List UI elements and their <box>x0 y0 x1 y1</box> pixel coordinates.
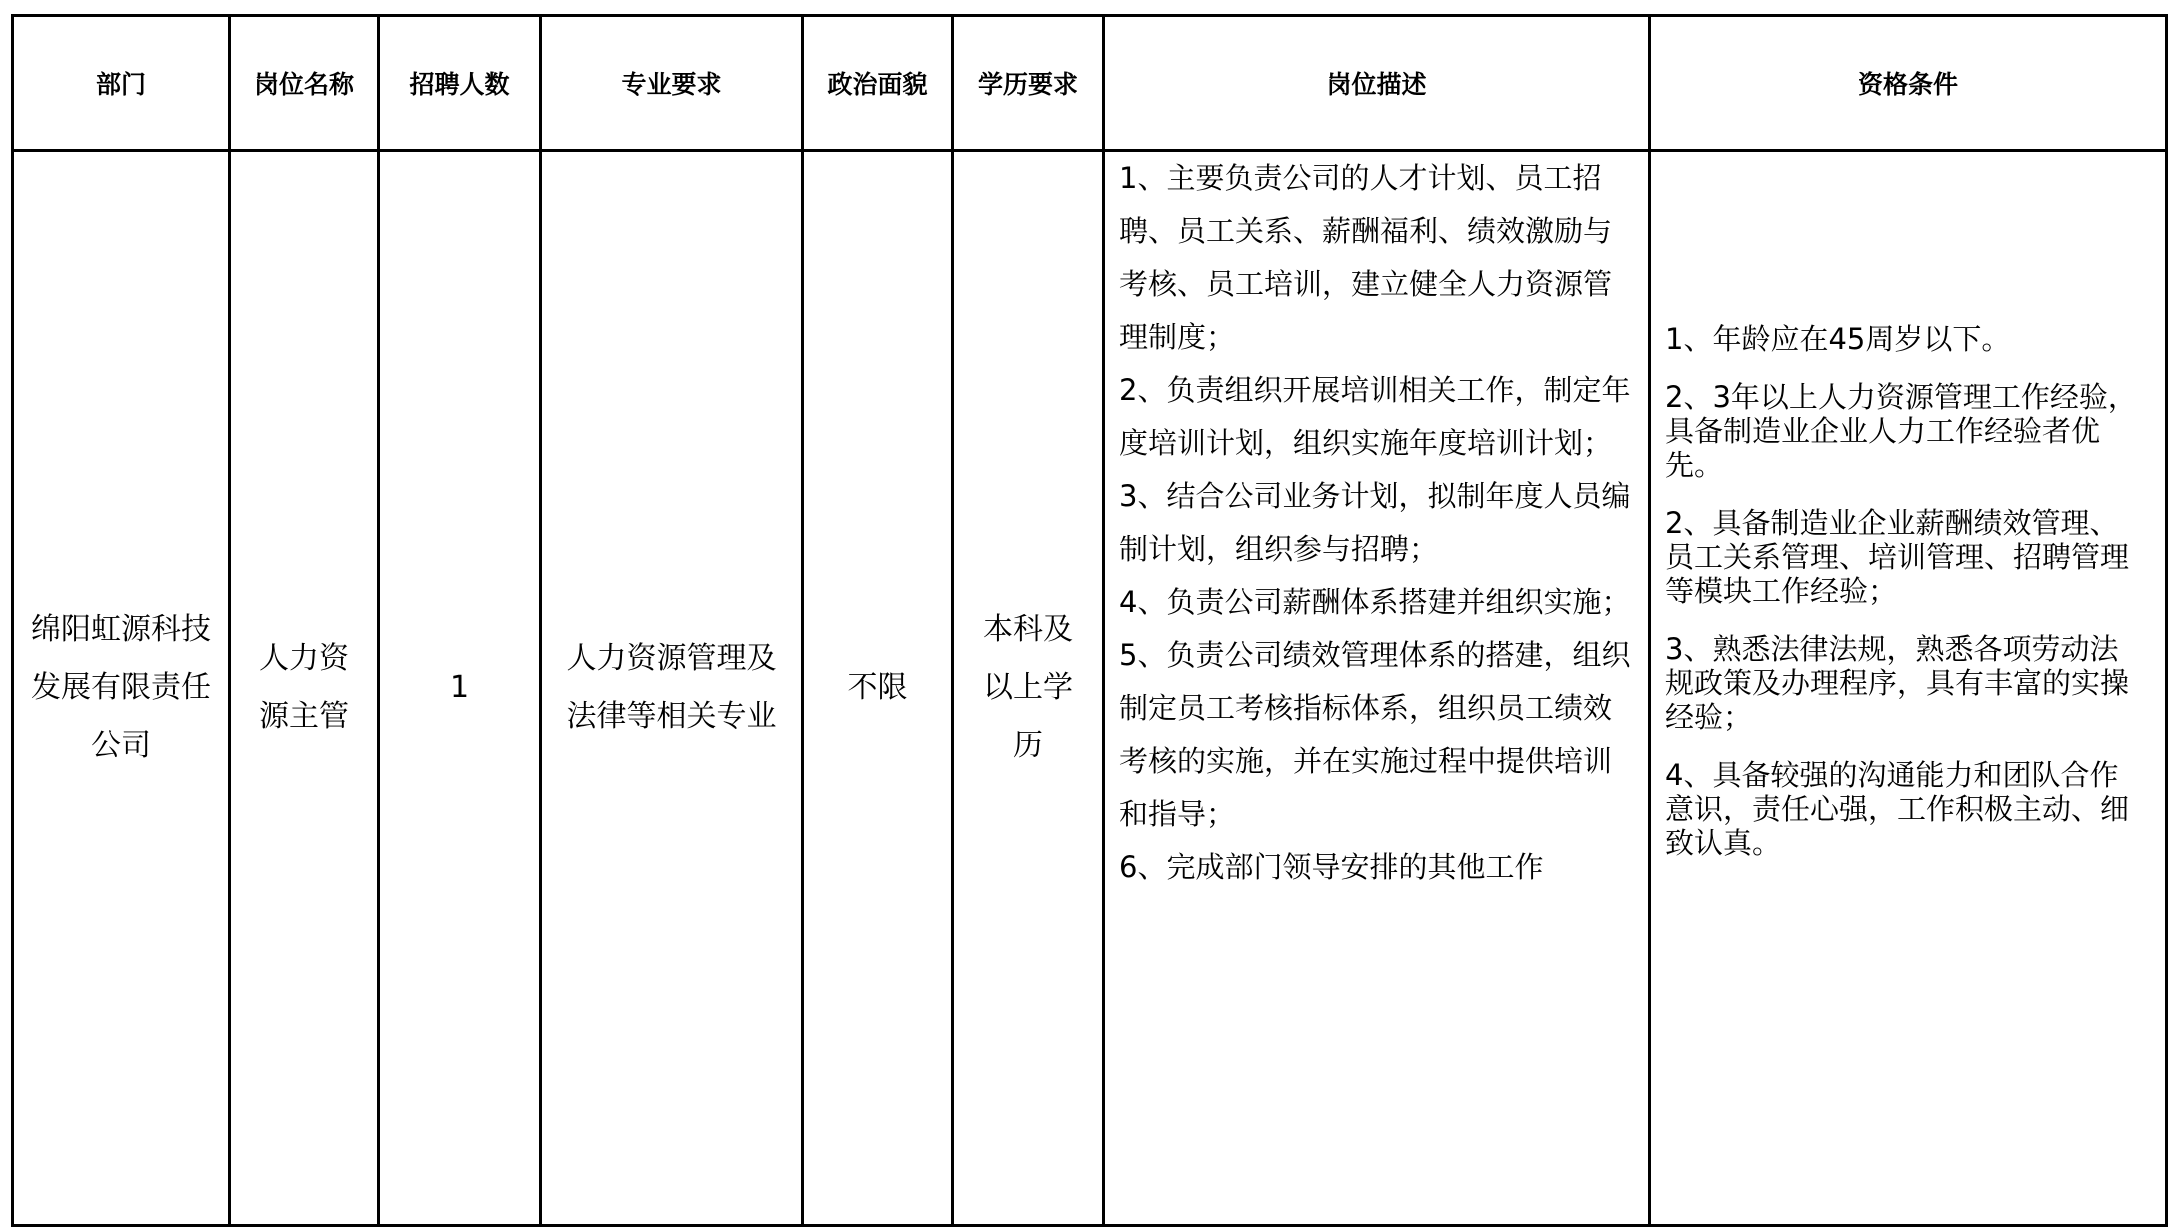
cell-position: 人力资源主管 <box>230 151 379 1226</box>
description-item: 5、负责公司绩效管理体系的搭建，组织制定员工考核指标体系，组织员工绩效考核的实施，并在实施过程中提供培训和指导； <box>1119 638 1631 831</box>
header-qualifications: 资格条件 <box>1650 16 2167 151</box>
header-count: 招聘人数 <box>379 16 541 151</box>
cell-education: 本科及以上学历 <box>953 151 1104 1226</box>
cell-political: 不限 <box>803 151 953 1226</box>
table-row <box>13 151 2167 1226</box>
header-education: 学历要求 <box>953 16 1104 151</box>
qualification-item: 1、年龄应在45周岁以下。 <box>1665 322 2011 356</box>
qualification-item: 2、3年以上人力资源管理工作经验，具备制造业企业人力工作经验者优先。 <box>1665 380 2137 482</box>
qualification-item: 4、具备较强的沟通能力和团队合作意识，责任心强，工作积极主动、细致认真。 <box>1665 758 2130 860</box>
cell-qualifications <box>1650 151 2167 1226</box>
qualification-item: 2、具备制造业企业薪酬绩效管理、员工关系管理、培训管理、招聘管理等模块工作经验； <box>1665 506 2130 608</box>
description-item: 4、负责公司薪酬体系搭建并组织实施； <box>1119 585 1631 619</box>
header-description: 岗位描述 <box>1104 16 1650 151</box>
description-item: 2、负责组织开展培训相关工作，制定年度培训计划，组织实施年度培训计划； <box>1119 373 1631 460</box>
cell-major: 人力资源管理及法律等相关专业 <box>541 151 803 1226</box>
description-item: 6、完成部门领导安排的其他工作 <box>1119 850 1544 884</box>
header-department: 部门 <box>13 16 230 151</box>
header-political: 政治面貌 <box>803 16 953 151</box>
qualification-item: 3、熟悉法律法规，熟悉各项劳动法规政策及办理程序，具有丰富的实操经验； <box>1665 632 2130 734</box>
description-item: 1、主要负责公司的人才计划、员工招聘、员工关系、薪酬福利、绩效激励与考核、员工培训，建立健全人力资源管理制度； <box>1119 161 1613 354</box>
description-item: 3、结合公司业务计划，拟制年度人员编制计划，组织参与招聘； <box>1119 479 1631 566</box>
recruitment-table <box>11 14 2168 1227</box>
cell-count: 1 <box>379 151 541 1226</box>
header-position: 岗位名称 <box>230 16 379 151</box>
cell-department: 绵阳虹源科技发展有限责任公司 <box>13 151 230 1226</box>
cell-description <box>1104 151 1650 1226</box>
header-major: 专业要求 <box>541 16 803 151</box>
header-row <box>13 16 2167 151</box>
